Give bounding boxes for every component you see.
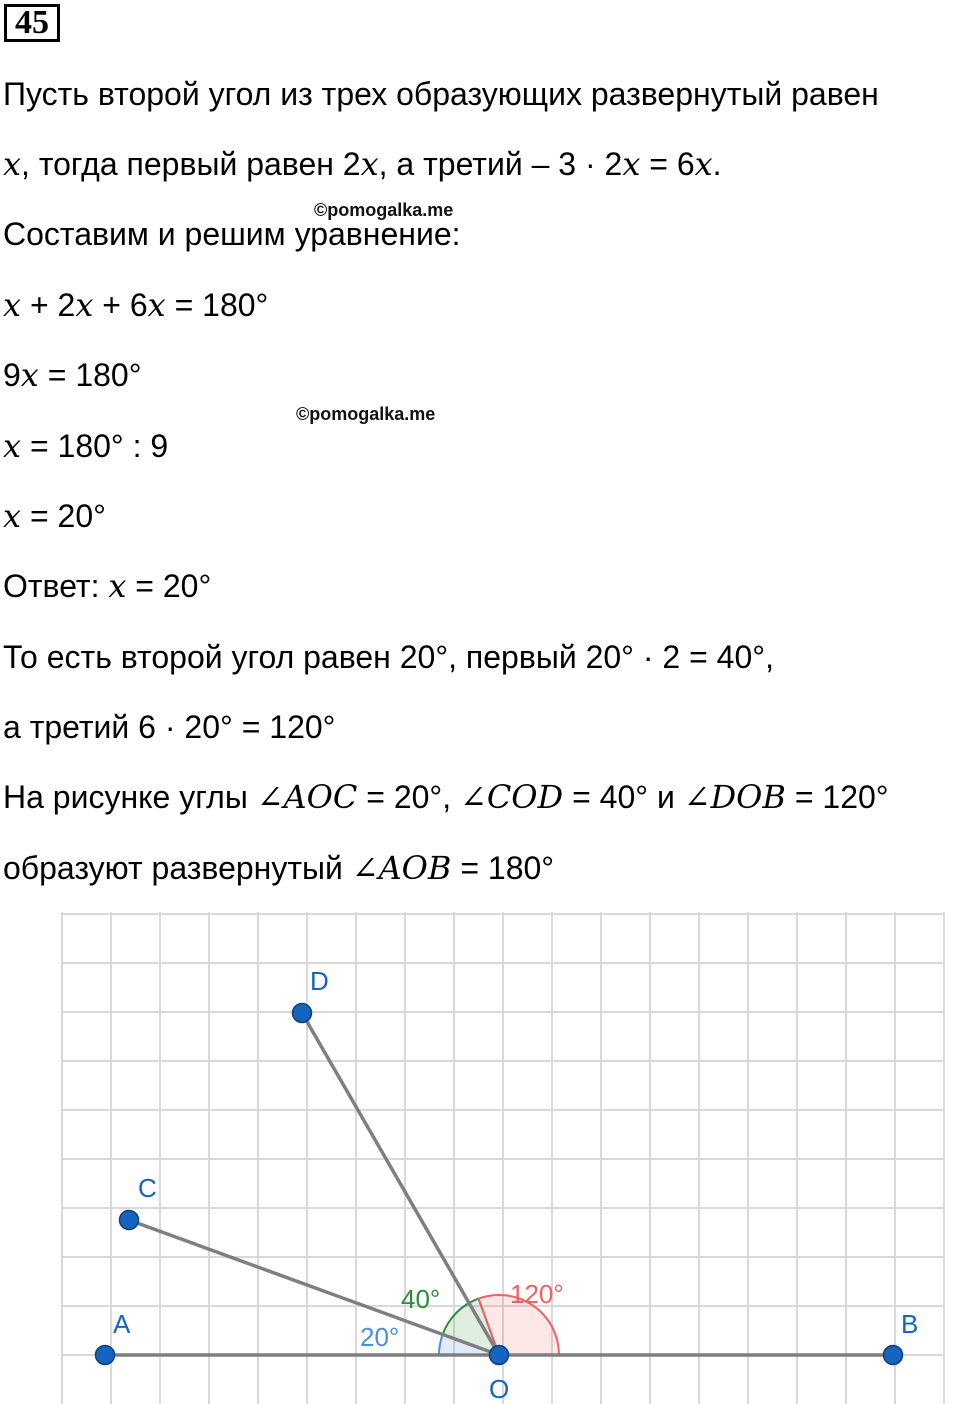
angle-label-cod: 40° [401, 1284, 441, 1314]
watermark: ©pomogalka.me [296, 404, 436, 424]
var-x: x [75, 286, 94, 324]
text-line-9: То есть второй угол равен 20°, первый 20° · 2 = 40°, [3, 639, 774, 675]
var-x: x [147, 286, 166, 324]
point-a [96, 1346, 115, 1365]
text-line-12 [3, 848, 554, 888]
point-label-d: D [310, 966, 329, 996]
point-c [120, 1211, 139, 1230]
angle-dob-label: ∠DOB [683, 778, 786, 816]
text-fragment: = 20°, [357, 779, 460, 815]
answer-line [3, 566, 211, 606]
angle-cod-label: ∠COD [460, 778, 564, 816]
var-x: x [3, 427, 22, 465]
var-x: x [3, 497, 22, 535]
equation-4 [3, 496, 106, 536]
text-fragment: = 180° [451, 850, 555, 886]
text-fragment: образуют развернутый [3, 850, 352, 886]
point-d [293, 1004, 312, 1023]
text-line-11 [3, 777, 889, 817]
text-fragment: На рисунке углы [3, 779, 257, 815]
watermark: ©pomogalka.me [314, 200, 454, 220]
var-x: x [694, 145, 713, 183]
text-fragment: = 180° [38, 357, 142, 393]
text-fragment: = 40° и [563, 779, 684, 815]
angle-label-dob: 120° [510, 1279, 564, 1309]
text-fragment: = 20° [126, 568, 212, 604]
var-x: x [20, 356, 39, 394]
var-x: x [360, 145, 379, 183]
text-fragment: , тогда первый равен 2 [21, 146, 361, 182]
text-fragment: = 180° [165, 287, 269, 323]
point-label-o: O [489, 1374, 510, 1404]
point-label-c: C [138, 1173, 157, 1203]
angle-aob-label: ∠AOB [351, 849, 452, 887]
equation-3 [3, 426, 168, 466]
var-x: x [108, 567, 127, 605]
text-fragment: Ответ: [3, 568, 109, 604]
angle-aoc-label: ∠AOC [256, 778, 358, 816]
text-fragment: 9 [3, 357, 21, 393]
var-x: x [3, 145, 22, 183]
text-fragment: = 120° [785, 779, 889, 815]
var-x: x [622, 145, 641, 183]
point-label-a: A [113, 1309, 131, 1339]
text-line-2 [3, 144, 722, 184]
text-fragment: , а третий – 3 · 2 [378, 146, 623, 182]
var-x: x [3, 286, 22, 324]
text-fragment: . [712, 146, 722, 182]
text-fragment: = 180° : 9 [21, 428, 169, 464]
equation-2 [3, 355, 142, 395]
point-b [884, 1346, 903, 1365]
angle-label-aoc: 20° [360, 1322, 400, 1352]
text-fragment: + 2 [21, 287, 76, 323]
task-number: 45 [4, 4, 60, 42]
text-line-1: Пусть второй угол из трех образующих развернутый равен [3, 76, 879, 112]
segment-oc [129, 1220, 499, 1355]
text-line-3: Составим и решим уравнение: [3, 216, 461, 252]
point-label-b: B [901, 1309, 919, 1339]
equation-1 [3, 285, 268, 325]
geometry-figure [0, 905, 960, 1404]
point-o [490, 1346, 509, 1365]
text-line-10: а третий 6 · 20° = 120° [3, 709, 336, 745]
text-fragment: = 20° [21, 498, 106, 534]
text-fragment: = 6 [640, 146, 695, 182]
text-fragment: + 6 [93, 287, 148, 323]
